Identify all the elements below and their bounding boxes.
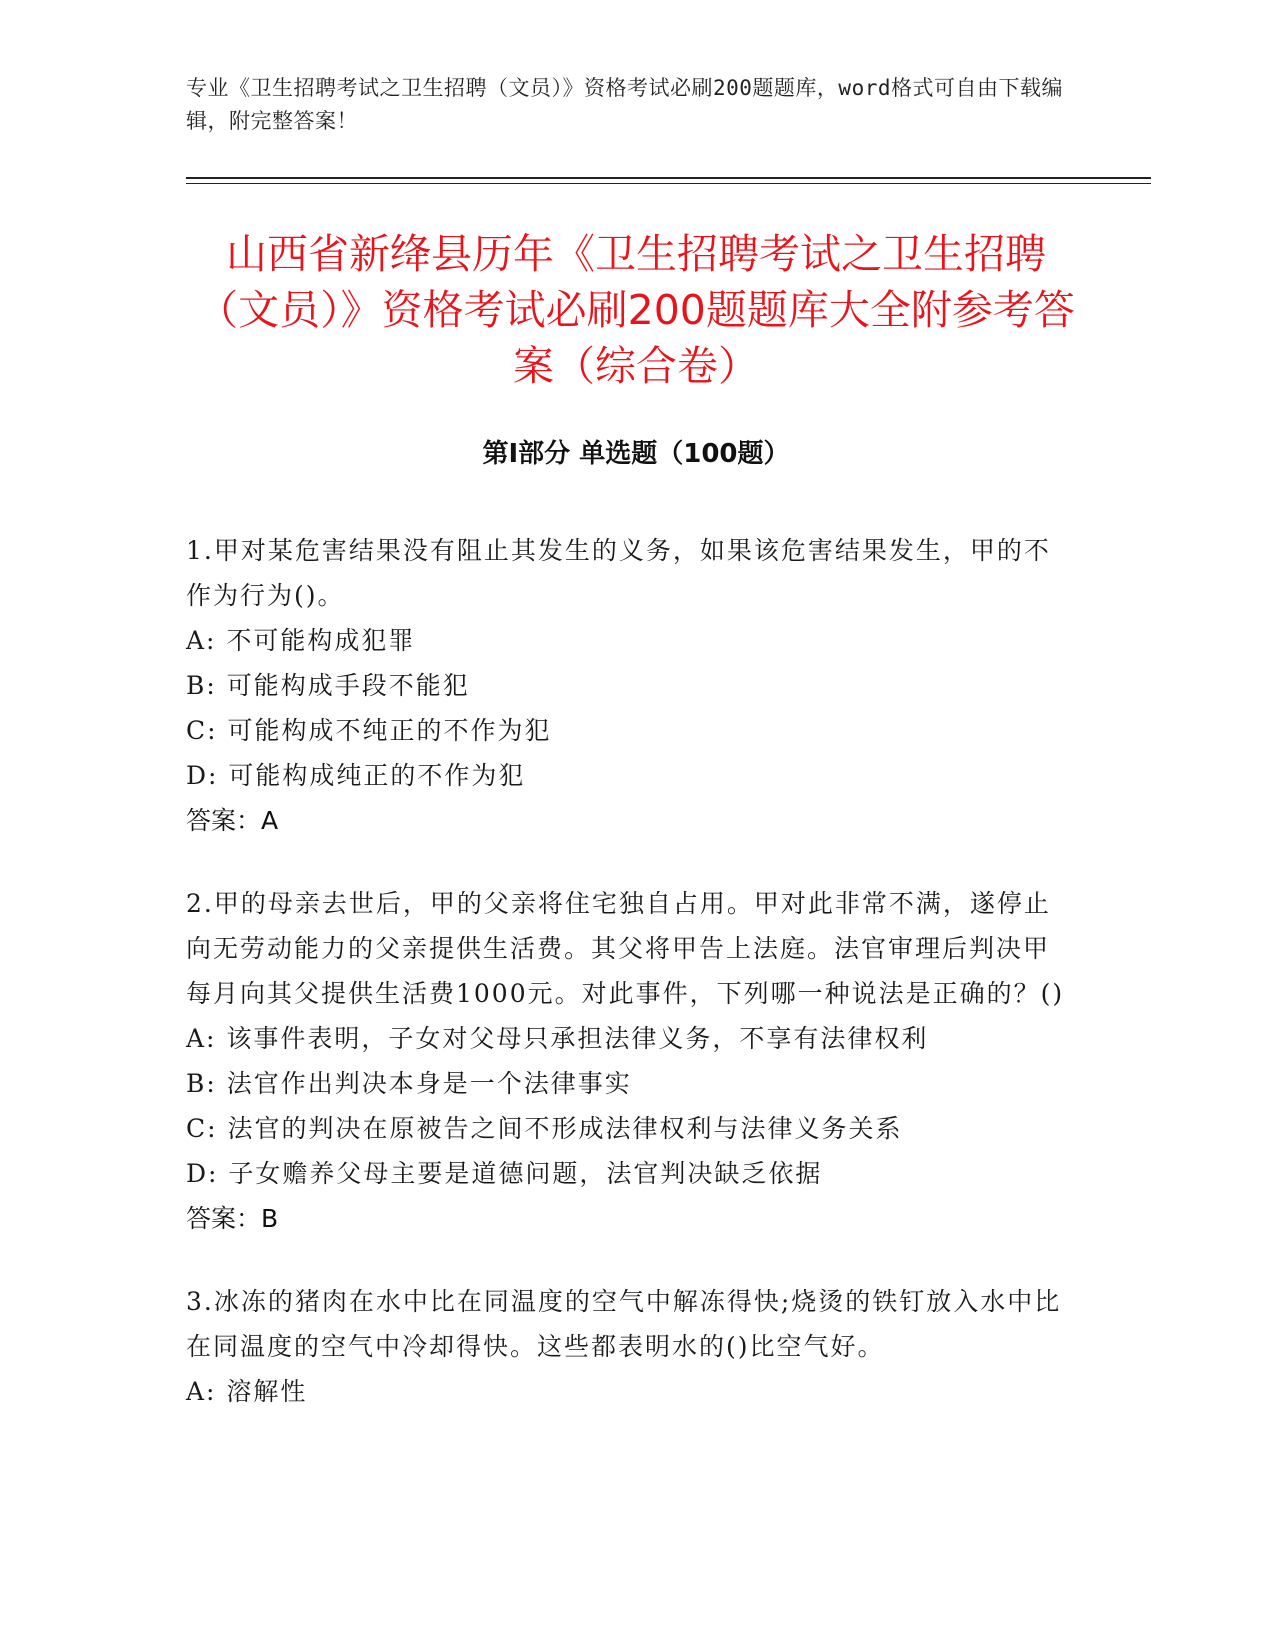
- option-d: D: 子女赡养父母主要是道德问题，法官判决缺乏依据: [186, 1159, 823, 1188]
- question-list: [186, 528, 1076, 1452]
- option-b: B: 可能构成手段不能犯: [186, 671, 470, 700]
- option-d: D: 可能构成纯正的不作为犯: [186, 761, 526, 790]
- answer: 答案：B: [186, 1204, 279, 1233]
- option-c: C: 法官的判决在原被告之间不形成法律权利与法律义务关系: [186, 1114, 903, 1143]
- question-1: [186, 528, 1076, 843]
- header-note: 专业《卫生招聘考试之卫生招聘（文员）》资格考试必刷200题题库，word格式可自由下载编辑，附完整答案！: [186, 76, 1063, 133]
- header-divider-thin: [186, 183, 1151, 184]
- option-c: C: 可能构成不纯正的不作为犯: [186, 716, 552, 745]
- question-stem: 1.甲对某危害结果没有阻止其发生的义务，如果该危害结果发生，甲的不作为行为()。: [186, 536, 1051, 610]
- option-a: A: 不可能构成犯罪: [186, 626, 416, 655]
- question-stem: 2.甲的母亲去世后，甲的父亲将住宅独自占用。甲对此非常不满，遂停止向无劳动能力的父亲提供生活费。其父将甲告上法庭。法官审理后判决甲每月向其父提供生活费1000元。对此事件，下列哪一种说法是正确的？(): [186, 889, 1065, 1008]
- header-divider-thick: [186, 177, 1151, 179]
- section-title: 第I部分 单选题（100题）: [482, 439, 790, 469]
- option-b: B: 法官作出判决本身是一个法律事实: [186, 1069, 632, 1098]
- option-a: A: 该事件表明，子女对父母只承担法律义务，不享有法律权利: [186, 1024, 929, 1053]
- option-a: A: 溶解性: [186, 1377, 308, 1406]
- answer: 答案：A: [186, 806, 279, 835]
- document-title: 山西省新绛县历年《卫生招聘考试之卫生招聘（文员）》资格考试必刷200题题库大全附参考答案（综合卷）: [197, 230, 1075, 390]
- question-3: [186, 1279, 1076, 1414]
- question-2: [186, 881, 1076, 1241]
- question-stem: 3.冰冻的猪肉在水中比在同温度的空气中解冻得快;烧烫的铁钉放入水中比在同温度的空气中冷却得快。这些都表明水的()比空气好。: [186, 1287, 1062, 1361]
